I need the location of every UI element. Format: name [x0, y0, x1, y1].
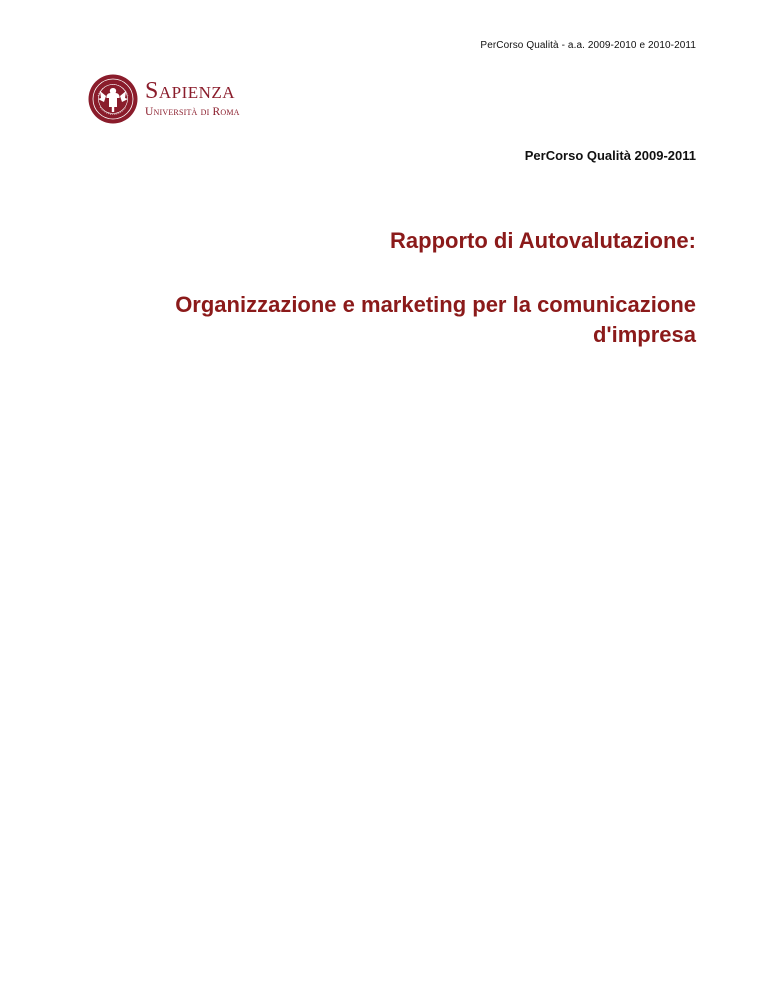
running-header: PerCorso Qualità - a.a. 2009-2010 e 2010-2011 — [480, 40, 696, 51]
sapienza-logo — [88, 74, 240, 124]
sapienza-seal-icon — [88, 74, 138, 124]
logo-name: Sapienza — [145, 78, 236, 104]
document-title: Rapporto di Autovalutazione: — [390, 228, 696, 253]
logo-subtitle: Università di Roma — [145, 106, 240, 118]
course-title: Organizzazione e marketing per la comunicazione d'impresa — [175, 292, 696, 347]
document-subtitle: PerCorso Qualità 2009-2011 — [524, 148, 696, 163]
